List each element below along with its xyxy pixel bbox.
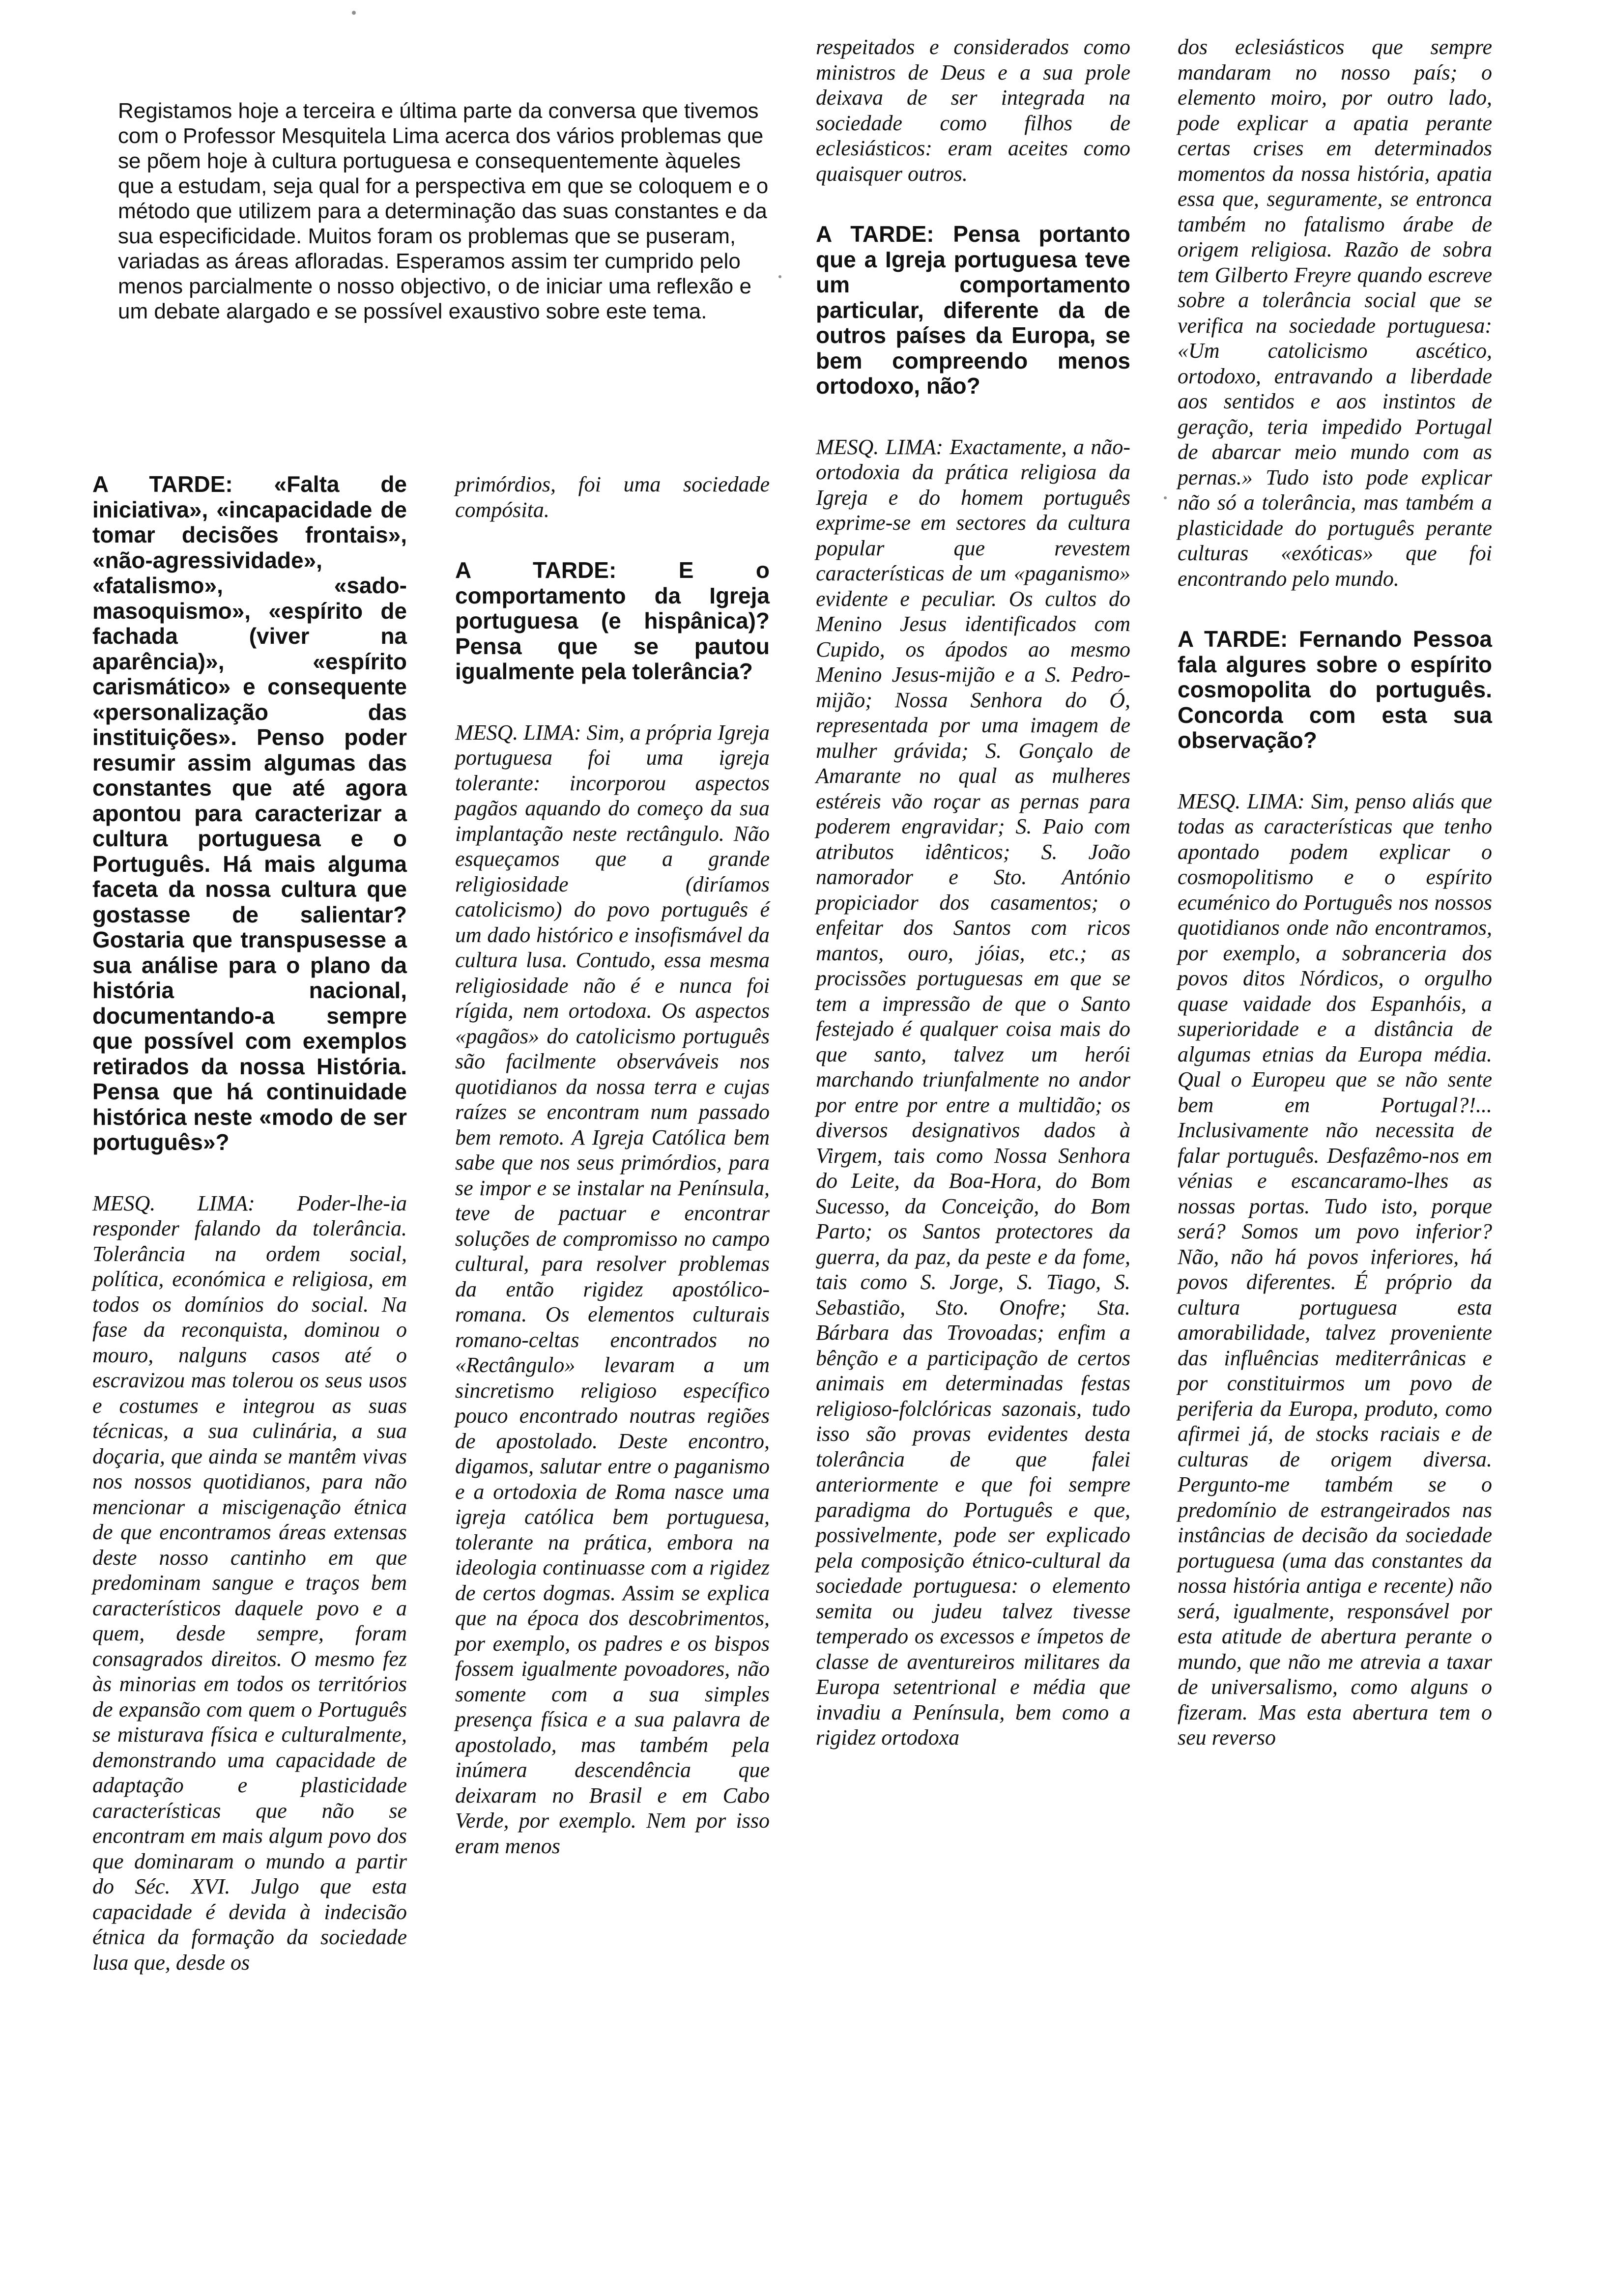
answer-4: MESQ. LIMA: Sim, penso aliás que todas as características que tenho apontado podem explicar o cosmopolitismo e o espírito ecuménico do Português nos nossos quotidianos onde não encontramos, por exemplo, a sobranceria dos povos ditos Nórdicos, o orgulho quase vaidade dos Espanhóis, a superioridade e a distância de algumas etnias da Europa média. Qual o Europeu que se não sente bem em Portugal?!... Inclusivamente não necessita de falar português. Desfazêmo-nos em vénias e escancaramo-lhes as nossas portas. Tudo isto, porque será? Somos um povo inferior? Não, não há povos inferiores, há povos diferentes. É próprio da cultura portuguesa esta amorabilidade, talvez proveniente das influências mediterrânicas e por constituirmos um povo de periferia da Europa, produto, como afirmei já, de stocks raciais e de culturas de origem diversa. Pergunto-me também se o predomínio de estrangeirados nas instâncias de decisão da sociedade portuguesa (uma das constantes da nossa história antiga e recente) não será, igualmente, responsável por esta atitude de abertura perante o mundo, que não me atrevia a taxar de universalismo, como alguns o fizeram. Mas esta abertura tem o seu reverso bbox=[1178, 789, 1492, 1750]
answer-3: MESQ. LIMA: Exactamente, a não-ortodoxia da prática religiosa da Igreja e do homem português exprime-se em sectores da cultura popular que revestem características de um «paganismo» evidente e peculiar. Os cultos do Menino Jesus identificados com Cupido, os ápodos ao mesmo Menino Jesus-mijão e a S. Pedro-mijão; Nossa Senhora do Ó, representada por uma imagem de mulher grávida; S. Gonçalo de Amarante no qual as mulheres estéreis vão roçar as pernas para poderem engravidar; S. Paio com atributos idênticos; S. João namorador e Sto. António propiciador dos casamentos; o enfeitar dos Santos com ricos mantos, ouro, jóias, etc.; as procissões portuguesas em que se tem a impressão de que o Santo festejado é qualquer coisa mais do que santo, talvez um herói marchando triunfalmente no andor por entre por entre a multidão; os diversos designativos dados à Virgem, tais como Nossa Senhora do Leite, da Boa-Hora, do Bom Sucesso, da Conceição, do Bom Parto; os Santos protectores da guerra, da paz, da peste e da fome, tais como S. Jorge, S. Tiago, S. Sebastião, Sto. Onofre; Sta. Bárbara das Trovoadas; enfim a bênção e a participação de certos animais em determinadas festas religioso-folclóricas sazonais, tudo isso são provas evidentes desta tolerância de que falei anteriormente e que foi sempre paradigma do Português e que, possivelmente, pode ser explicado pela composição étnico-cultural da sociedade portuguesa: o elemento semita ou judeu talvez tivesse temperado os excessos e ímpetos de classe de aventureiros militares da Europa setentrional e média que invadiu a Península, bem como a rigidez ortodoxa bbox=[816, 434, 1130, 1750]
answer-3-continued: dos eclesiásticos que sempre mandaram no nosso país; o elemento moiro, por outro lado, pode explicar a apatia perante certas crises em determinados momentos da nossa história, apatia essa que, seguramente, se entronca também no fatalismo árabe de origem religiosa. Razão de sobra tem Gilberto Freyre quando escreve sobre a tolerância social que se verifica na sociedade portuguesa: «Um catolicismo ascético, ortodoxo, entravando a liberdade aos sentidos e aos instintos de geração, teria impedido Portugal de abarcar meio mundo com as pernas.» Tudo isto pode explicar não só a tolerância, mas também a plasticidade do português perante culturas «exóticas» que foi encontrando pelo mundo. bbox=[1178, 35, 1492, 591]
question-1: A TARDE: «Falta de iniciativa», «incapacidade de tomar decisões frontais», «não-agressividade», «fatalismo», «sado-masoquismo», «espírito de fachada (viver na aparência)», «espírito carismático» e consequente «personalização das instituições». Penso poder resumir assim algumas das constantes que até agora apontou para caracterizar a cultura portuguesa e o Português. Há mais alguma faceta da nossa cultura que gostasse de salientar? Gostaria que transpusesse a sua análise para o plano da história nacional, documentando-a sempre que possível com exemplos retirados da nossa História. Pensa que há continuidade histórica neste «modo de ser português»? bbox=[92, 471, 407, 1155]
intro-paragraph: Registamos hoje a terceira e última parte da conversa que tivemos com o Professor Mesquitela Lima acerca dos vários problemas que se põem hoje à cultura portuguesa e consequentemente àqueles que a estudam, seja qual for a perspectiva em que se coloquem e o método que utilizem para a determinação das suas constantes e da sua especificidade. Muitos foram os problemas que se puseram, variadas as áreas afloradas. Esperamos assim ter cumprido pelo menos parcialmente o nosso objectivo, o de iniciar uma reflexão e um debate alargado e se possível exaustivo sobre este tema. bbox=[118, 99, 769, 323]
scan-speck bbox=[1164, 496, 1167, 499]
question-2: A TARDE: E o comportamento da Igreja portuguesa (e hispânica)? Pensa que se pautou igualmente pela tolerância? bbox=[455, 557, 770, 684]
answer-1-continued: primórdios, foi uma sociedade compósita. bbox=[455, 472, 770, 522]
column-3 bbox=[816, 34, 1130, 1751]
question-4: A TARDE: Fernando Pessoa fala algures sobre o espírito cosmopolita do português. Concorda com esta sua observação? bbox=[1178, 626, 1492, 753]
column-4 bbox=[1178, 34, 1492, 1751]
question-3: A TARDE: Pensa portanto que a Igreja portuguesa teve um comportamento particular, diferente da de outros países da Europa, se bem compreendo menos ortodoxo, não? bbox=[816, 221, 1130, 399]
answer-2-continued: respeitados e considerados como ministros de Deus e a sua prole deixava de ser integrada na sociedade como filhos de eclesiásticos: eram aceites como quaisquer outros. bbox=[816, 35, 1130, 186]
answer-1: MESQ. LIMA: Poder-lhe-ia responder falando da tolerância. Tolerância na ordem social, política, económica e religiosa, em todos os domínios do social. Na fase da reconquista, dominou o mouro, nalguns casos até o escravizou mas tolerou os seus usos e costumes e integrou as suas técnicas, a sua culinária, a sua doçaria, que ainda se mantêm vivas nos nossos quotidianos, para não mencionar a miscigenação étnica de que encontramos áreas extensas deste nosso cantinho em que predominam sangue e traços bem característicos daquele povo e a quem, desde sempre, foram consagrados direitos. O mesmo fez às minorias em todos os territórios de expansão com quem o Português se misturava física e culturalmente, demonstrando uma capacidade de adaptação e plasticidade características que não se encontram em mais algum povo dos que dominaram o mundo a partir do Séc. XVI. Julgo que esta capacidade é devida à indecisão étnica da formação da sociedade lusa que, desde os bbox=[92, 1191, 407, 1975]
scan-speck bbox=[352, 11, 356, 15]
column-1 bbox=[92, 472, 407, 1975]
scan-speck bbox=[778, 275, 781, 278]
answer-2: MESQ. LIMA: Sim, a própria Igreja portuguesa foi uma igreja tolerante: incorporou aspectos pagãos aquando do começo da sua implantação neste rectângulo. Não esqueçamos que a grande religiosidade (diríamos catolicismo) do povo português é um dado histórico e insofismável da cultura lusa. Contudo, essa mesma religiosidade não é e nunca foi rígida, nem ortodoxa. Os aspectos «pagãos» do catolicismo português são facilmente observáveis nos quotidianos da nossa terra e cujas raízes se encontram num passado bem remoto. A Igreja Católica bem sabe que nos seus primórdios, para se impor e se instalar na Península, teve de pactuar e encontrar soluções de compromisso no campo cultural, para resolver problemas da então rigidez apostólico-romana. Os elementos culturais romano-celtas encontrados no «Rectângulo» levaram a um sincretismo religioso específico pouco encontrado noutras regiões de apostolado. Deste encontro, digamos, salutar entre o paganismo e a ortodoxia de Roma nasce uma igreja católica bem portuguesa, tolerante na prática, embora na ideologia continuasse com a rigidez de certos dogmas. Assim se explica que na época dos descobrimentos, por exemplo, os padres e os bispos fossem igualmente povoadores, não somente com a sua simples presença física e a sua palavra de apostolado, mas também pela inúmera descendência que deixaram no Brasil e em Cabo Verde, por exemplo. Nem por isso eram menos bbox=[455, 720, 770, 1858]
column-2 bbox=[455, 472, 770, 1859]
